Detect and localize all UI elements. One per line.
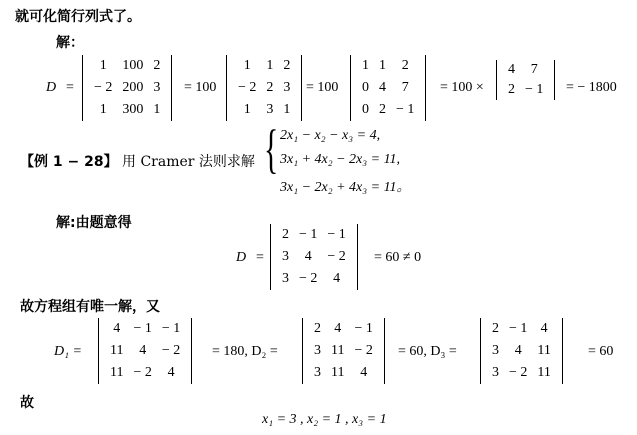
- matrix-1-table: [89, 55, 165, 121]
- matrix-cell: 100: [122, 58, 144, 73]
- matrix-cell: 4: [167, 365, 175, 380]
- matrix-row: [357, 77, 419, 99]
- matrix-cell: 1: [283, 102, 291, 117]
- equals-sign: =: [66, 80, 74, 95]
- matrix-d2-table: [309, 318, 378, 384]
- matrix-cell: − 1: [161, 321, 181, 336]
- matrix-cell: 1: [99, 58, 107, 73]
- matrix-row: [89, 55, 165, 77]
- matrix-cell: − 1: [327, 227, 346, 242]
- matrix-cell: 3: [492, 365, 499, 380]
- matrix-row: [487, 318, 556, 340]
- matrix-cell: 3: [282, 271, 289, 286]
- matrix-cell: 2: [283, 58, 291, 73]
- matrix-row: [89, 99, 165, 121]
- matrix-cell: 2: [379, 102, 386, 117]
- matrix-cell: 4: [540, 321, 548, 336]
- matrix-cell: − 2: [299, 271, 318, 286]
- matrix-cell: − 1: [354, 321, 373, 336]
- matrix-cell: 1: [379, 58, 386, 73]
- matrix-cell: 4: [514, 343, 522, 358]
- matrix-cell: 200: [122, 80, 144, 95]
- matrix-cell: 4: [139, 343, 147, 358]
- matrix-cell: 7: [401, 80, 409, 95]
- intro-line: 就可化简行列式了。: [15, 9, 141, 25]
- matrix-row: [487, 340, 556, 362]
- matrix-d1-table: [105, 318, 185, 384]
- matrix-row: [357, 99, 419, 121]
- matrix-cell: 4: [360, 365, 368, 380]
- matrix-row: [277, 224, 351, 246]
- matrix-d3-table: [487, 318, 556, 384]
- matrix-2: [226, 55, 302, 121]
- equals-100: = 100: [184, 80, 217, 95]
- matrix-d-table: [277, 224, 351, 290]
- matrix-cell: 4: [304, 249, 312, 264]
- matrix-cell: 11: [331, 365, 345, 380]
- matrix-d: [270, 224, 358, 290]
- therefore-label: 故: [20, 395, 34, 411]
- matrix-row: [105, 340, 185, 362]
- matrix-cell: 4: [113, 321, 121, 336]
- equation-2: 3x₁ + 4x₂ − 2x₃ = 11,: [280, 152, 401, 167]
- matrix-cell: 1: [362, 58, 369, 73]
- matrix-cell: − 2: [509, 365, 528, 380]
- d1-label: D₁ =: [54, 344, 82, 359]
- matrix-cell: − 1: [525, 82, 544, 97]
- matrix-cell: 4: [334, 321, 342, 336]
- matrix-row: [309, 318, 378, 340]
- equation-3: 3x₁ − 2x₂ + 4x₃ = 11。: [280, 180, 411, 195]
- matrix-cell: 3: [153, 80, 161, 95]
- matrix-cell: 1: [243, 102, 251, 117]
- matrix-cell: − 2: [161, 343, 181, 358]
- matrix-cell: 3: [283, 80, 291, 95]
- matrix-row: [309, 340, 378, 362]
- matrix-4: [496, 60, 555, 100]
- matrix-cell: − 1: [299, 227, 318, 242]
- final-answer: x₁ = 3 , x₂ = 1 , x₃ = 1: [262, 412, 387, 427]
- result-60: = 60 ≠ 0: [374, 250, 422, 265]
- matrix-cell: 11: [110, 365, 124, 380]
- matrix-cell: 4: [333, 271, 341, 286]
- matrix-row: [105, 318, 185, 340]
- result-1800: = − 1800: [566, 80, 617, 95]
- matrix-cell: 2: [282, 227, 289, 242]
- times-100: = 100 ×: [440, 80, 484, 95]
- matrix-row: [233, 77, 295, 99]
- matrix-row: [233, 55, 295, 77]
- d2-result-d3: = 60, D₃ =: [398, 344, 457, 359]
- matrix-1: [82, 55, 172, 121]
- matrix-cell: 1: [266, 58, 274, 73]
- matrix-cell: 3: [282, 249, 289, 264]
- left-brace: {: [264, 119, 279, 179]
- matrix-cell: − 2: [94, 80, 113, 95]
- matrix-cell: 3: [266, 102, 274, 117]
- matrix-cell: − 2: [238, 80, 257, 95]
- matrix-cell: 11: [110, 343, 124, 358]
- d1-result-d2: = 180, D₂ =: [212, 344, 278, 359]
- matrix-2-table: [233, 55, 295, 121]
- d-symbol: D: [46, 80, 57, 95]
- equals-sign-2: =: [256, 250, 264, 265]
- matrix-cell: 3: [492, 343, 499, 358]
- matrix-cell: 0: [362, 80, 369, 95]
- matrix-cell: 11: [537, 343, 551, 358]
- matrix-cell: 3: [314, 343, 321, 358]
- matrix-d2: [302, 318, 385, 384]
- matrix-row: [277, 246, 351, 268]
- matrix-3: [350, 55, 426, 121]
- matrix-cell: 2: [266, 80, 274, 95]
- matrix-row: [89, 77, 165, 99]
- equation-1: 2x₁ − x₂ − x₃ = 4,: [280, 128, 381, 143]
- matrix-row: [487, 362, 556, 384]
- matrix-cell: 2: [401, 58, 409, 73]
- matrix-row: [105, 362, 185, 384]
- matrix-d3: [480, 318, 563, 384]
- d-symbol-2: D: [236, 250, 247, 265]
- matrix-cell: 11: [331, 343, 345, 358]
- matrix-cell: 0: [362, 102, 369, 117]
- example-text: 用 Cramer 法则求解: [122, 154, 255, 170]
- matrix-d1: [98, 318, 192, 384]
- matrix-cell: 1: [243, 58, 251, 73]
- matrix-cell: 4: [508, 62, 515, 77]
- matrix-cell: − 1: [133, 321, 152, 336]
- matrix-cell: − 1: [509, 321, 528, 336]
- matrix-row: [277, 268, 351, 290]
- unique-line: 故方程组有唯一解，又: [20, 299, 160, 315]
- matrix-cell: 2: [153, 58, 161, 73]
- matrix-cell: 2: [492, 321, 499, 336]
- equals-100-b: = 100: [306, 80, 339, 95]
- matrix-cell: − 2: [133, 365, 152, 380]
- matrix-row: [309, 362, 378, 384]
- solution2-label: 解:由题意得: [56, 215, 132, 231]
- matrix-cell: − 2: [327, 249, 346, 264]
- matrix-4-table: [503, 60, 548, 100]
- matrix-cell: 1: [99, 102, 107, 117]
- matrix-cell: 7: [530, 62, 538, 77]
- matrix-row: [357, 55, 419, 77]
- matrix-cell: 2: [508, 82, 515, 97]
- matrix-3-table: [357, 55, 419, 121]
- matrix-cell: 11: [537, 365, 551, 380]
- matrix-row: [233, 99, 295, 121]
- solution-label: 解：: [56, 35, 84, 51]
- d3-result: = 60: [588, 344, 614, 359]
- matrix-row: [503, 80, 548, 100]
- matrix-row: [503, 60, 548, 80]
- matrix-cell: 4: [379, 80, 386, 95]
- matrix-cell: − 1: [396, 102, 415, 117]
- matrix-cell: 3: [314, 365, 321, 380]
- matrix-cell: − 2: [354, 343, 373, 358]
- example-label: 【例 1 − 28】: [20, 154, 118, 170]
- matrix-cell: 2: [314, 321, 321, 336]
- matrix-cell: 1: [153, 102, 161, 117]
- matrix-cell: 300: [122, 102, 144, 117]
